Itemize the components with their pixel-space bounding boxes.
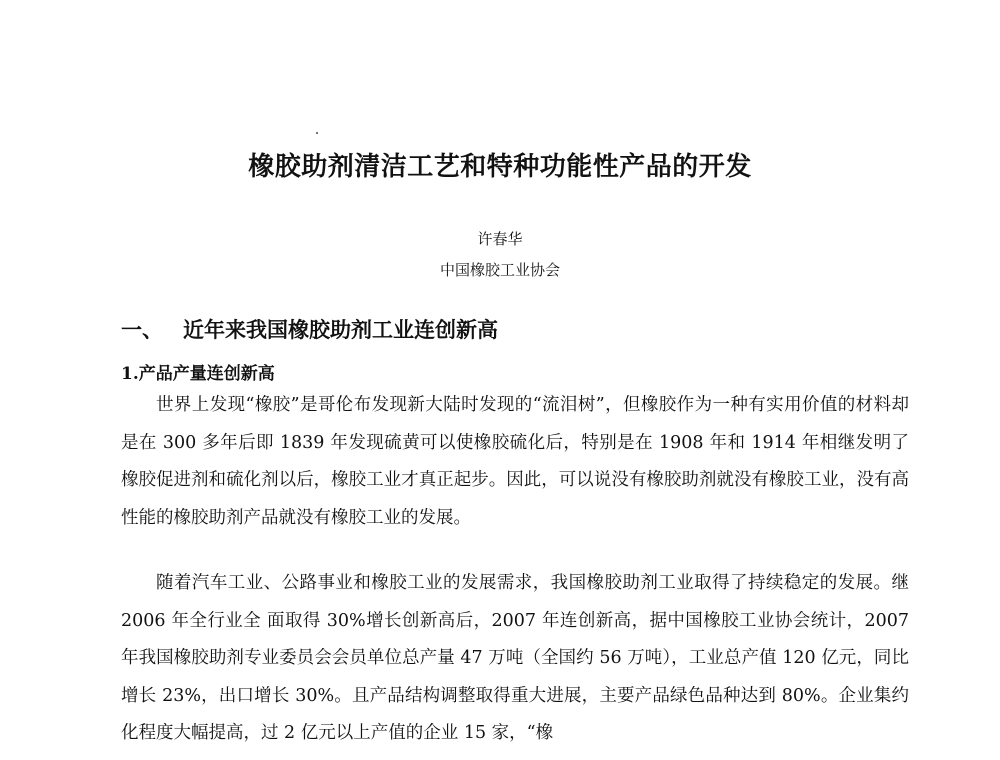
scan-speck — [316, 132, 318, 134]
author-affiliation: 中国橡胶工业协会 — [439, 261, 560, 279]
subsection-heading: 1.产品产量连创新高 — [121, 364, 275, 384]
section-heading — [121, 314, 498, 344]
body-paragraph-1: 世界上发现“橡胶”是哥伦布发现新大陆时发现的“流泪树”，但橡胶作为一种有实用价值的材料却是在 300 多年后即 1839 年发现硫黄可以使橡胶硫化后，特别是在 1908 年和 1914 年相继发明了橡胶促进剂和硫化剂以后，橡胶工业才真正起步。因此，可以说没有橡胶助剂就没有橡胶工业，没有高性能的橡胶助剂产品就没有橡胶工业的发展。 — [121, 395, 909, 528]
section-number: 一、 — [121, 318, 163, 342]
paper-title: 橡胶助剂清洁工艺和特种功能性产品的开发 — [248, 152, 752, 182]
section-title: 近年来我国橡胶助剂工业连创新高 — [183, 318, 498, 342]
author-name: 许春华 — [477, 230, 523, 248]
body-paragraph-2: 随着汽车工业、公路事业和橡胶工业的发展需求，我国橡胶助剂工业取得了持续稳定的发展。继 2006 年全行业全 面取得 30%增长创新高后，2007 年连创新高，据中国橡胶工业协会统计，2007 年我国橡胶助剂专业委员会会员单位总产量 47 万吨（全国约 56 万吨），工业总产值 120 亿元，同比增长 23%，出口增长 30%。且产品结构调整取得重大进展，主要产品绿色品种达到 80%。企业集约化程度大幅提高，过 2 亿元以上产值的企业 15 家，“橡 — [121, 573, 909, 743]
